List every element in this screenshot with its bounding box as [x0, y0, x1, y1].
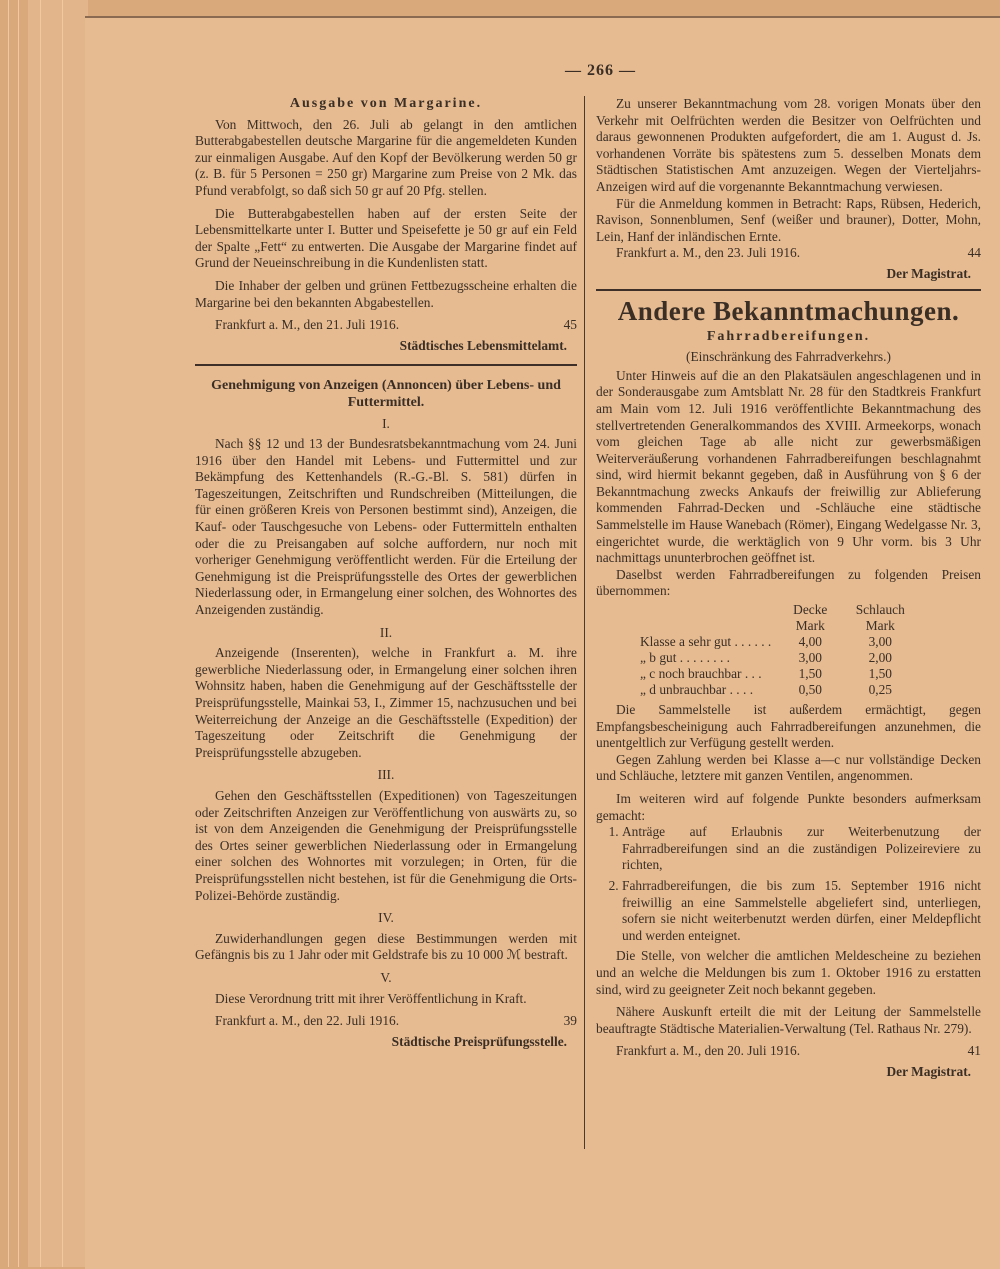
date: Frankfurt a. M., den 20. Juli 1916. — [616, 1043, 801, 1059]
notice-number: 41 — [967, 1043, 981, 1059]
class-label: „ d unbrauchbar . . . . — [640, 682, 754, 698]
paragraph: Zu unserer Bekanntmachung vom 28. vorigen Monats über den Verkehr mit Oelfrüchten werden die Besitzer von Oelfrüchten und daraus gewonnenen Produkten aufgefordert, die am 1. August d. Js. vorhandenen Vorräte bis spätestens zum 5. desselben Monats dem Städtischen Statistischen Amt anzuzeigen. Wegen der Vierteljahrs-Anzeigen wird auf die vorgenannte Bekanntmachung verwiesen. — [596, 96, 981, 194]
column-header: Schlauch Mark — [855, 602, 905, 634]
date: Frankfurt a. M., den 22. Juli 1916. — [215, 1013, 400, 1029]
column-divider — [584, 96, 585, 1149]
section-numeral: IV. — [378, 910, 394, 926]
divider — [195, 364, 577, 366]
paragraph: Gehen den Geschäftsstellen (Expeditionen) von Tageszeitungen oder Zeitschriften Anzeigen zur Veröffentlichung von auswärts zu, so ist von dem Anzeigenden die Genehmigung der Preisprüfungsstelle des Ortes seiner gewerblichen Niederlassung oder in Ermangelung einer solchen des Wohnortes mit vorzulegen; in Orten, für die Preisprüfungsstellen nicht bestehen, ist für die Genehmigung die Orts-Polizei-Behörde zuständig. — [195, 787, 577, 903]
schlauch-price: 0,25 — [868, 682, 892, 698]
paragraph: Unter Hinweis auf die an den Plakatsäulen angeschlagenen und in der Sonderausgabe zum Amtsblatt Nr. 28 für den Stadtkreis Frankfurt am Main vom 12. Juli 1916 veröffentlichte Bekanntmachung des stellvertretenden Generalkommandos des XVIII. Armeekorps, wonach vom gleichen Tage ab alle nicht zur gewerbsmäßigen Weiterveräußerung vorhandenen Fahrradbereifungen beschlagnahmt sind, wird hiermit bekannt gegeben, daß in Ausführung von § 6 der Bekanntmachung zwecks Ankaufs der freiwillig zur Ablieferung kommenden Fahrrad-Decken und -Schläuche eine städtische Sammelstelle im Hause Wanebach (Römer), Eingang Wedelgasse Nr. 3, eingerichtet wurde, die werktäglich von 9 Uhr vorm. bis 3 Uhr nachmittags ununterbrochen geöffnet ist. — [596, 367, 981, 566]
column-header: Decke Mark — [793, 602, 828, 634]
list-item: 2. Fahrradbereifungen, die bis zum 15. September 1916 nicht freiwillig an eine Sammelstelle abgeliefert sind, unterliegen, sofern sie nicht weiterbenutzt werden dürfen, einer Meldepflicht und werden enteignet. — [622, 878, 981, 944]
decke-price: 3,00 — [798, 650, 822, 666]
page-edge — [62, 0, 63, 1267]
paragraph: Daselbst werden Fahrradbereifungen zu folgenden Preisen übernommen: — [596, 566, 981, 599]
schlauch-price: 1,50 — [868, 666, 892, 682]
list-item: 1. Anträge auf Erlaubnis zur Weiterbenutzung der Fahrradbereifungen sind an die zuständigen Polizeireviere zu richten, — [622, 824, 981, 874]
decke-price: 4,00 — [798, 634, 822, 650]
section-numeral: II. — [379, 624, 393, 640]
paragraph: Die Stelle, von welcher die amtlichen Meldescheine zu beziehen und an welche die Meldungen bis zum 1. Oktober 1916 zu erstatten sind, wird zu geeigneter Zeit noch bekannt gegeben. — [596, 948, 981, 997]
underlying-page-edge — [28, 0, 88, 1267]
signature: Der Magistrat. — [886, 265, 971, 281]
notice-subtitle: (Einschränkung des Fahrradverkehrs.) — [686, 349, 891, 365]
date: Frankfurt a. M., den 21. Juli 1916. — [215, 317, 400, 333]
notice-number: 39 — [563, 1013, 577, 1029]
class-label: Klasse a sehr gut . . . . . . — [640, 634, 772, 650]
dateline — [596, 245, 981, 262]
class-label: „ c noch brauchbar . . . — [640, 666, 762, 682]
table-header-row — [636, 602, 915, 634]
other-notices — [596, 295, 981, 1081]
schlauch-price: 2,00 — [868, 650, 892, 666]
advertisement-approval-notice — [195, 378, 577, 1050]
paragraph: Nach §§ 12 und 13 der Bundesratsbekanntmachung vom 24. Juni 1916 über den Handel mit Lebens- und Futtermittel und zur Bekämpfung des Kettenhandels (R.-G.-Bl. S. 581) dürfen in Tageszeitungen, Zeitschriften und Rundschreiben (Mitteilungen, die für einen größeren Kreis von Personen bestimmt sind), Anzeigen, die Kauf- oder Tauschgesuche von Lebens- oder Futtermitteln enthalten oder die zu Preisangaben auf solche auffordern, nur noch mit vorheriger Genehmigung veröffentlicht werden. Für die Erteilung der Genehmigung ist die Preisprüfungsstelle des Ortes der gewerblichen Niederlassung oder, in Ermangelung einer solchen, des Wohnortes des Anzeigenden zuständig. — [195, 436, 577, 618]
section-numeral: III. — [377, 767, 395, 783]
notice-number: 44 — [967, 245, 981, 261]
table-row — [636, 682, 915, 698]
class-label: „ b gut . . . . . . . . — [640, 650, 731, 666]
price-table — [636, 602, 915, 698]
paragraph: Anzeigende (Inserenten), welche in Frankfurt a. M. ihre gewerbliche Niederlassung oder, in Ermangelung einer solchen ihren Wohnsitz haben, haben die Genehmigung auf der Geschäftsstelle der Preisprüfungsstelle, Mainkai 53, I., Zimmer 15, nachzusuchen und bei Weiterreichung der Anzeige an die Geschäftsstelle (Expedition) der Tageszeitung oder Zeitschrift die Genehmigung der Preisprüfungsstelle abzugeben. — [195, 645, 577, 760]
schlauch-price: 3,00 — [868, 634, 892, 650]
divider — [596, 289, 981, 291]
section-numeral: I. — [382, 415, 390, 431]
page-number: — 266 — — [565, 62, 636, 79]
table-row — [636, 666, 915, 682]
paragraph: Nähere Auskunft erteilt die mit der Leitung der Sammelstelle beauftragte Städtische Materialien-Verwaltung (Tel. Rathaus Nr. 279). — [596, 1004, 981, 1036]
left-column — [195, 96, 577, 1056]
paragraph: Zuwiderhandlungen gegen diese Bestimmungen werden mit Gefängnis bis zu 1 Jahr oder mit Geldstrafe bis zu 10 000 ℳ bestraft. — [195, 930, 577, 963]
signature: Städtische Preisprüfungsstelle. — [391, 1033, 567, 1049]
paragraph: Für die Anmeldung kommen in Betracht: Raps, Rübsen, Hederich, Ravison, Sonnenblumen, Senf (weißer und brauner), Dotter, Mohn, Lein, Hanf der inländischen Ernte. — [596, 195, 981, 244]
dateline — [195, 317, 577, 334]
section-numeral: V. — [380, 969, 392, 985]
paragraph: Im weiteren wird auf folgende Punkte besonders aufmerksam gemacht: — [596, 791, 981, 823]
dateline — [195, 1013, 577, 1030]
right-column — [596, 96, 981, 1087]
page-edge — [8, 0, 9, 1267]
date: Frankfurt a. M., den 23. Juli 1916. — [616, 245, 801, 261]
points-list — [596, 824, 981, 944]
paragraph: Die Butterabgabestellen haben auf der ersten Seite der Lebensmittelkarte unter I. Butter und Speisefette je 50 gr auf ein Feld der Spalte „Fett“ zu entwerten. Die Ausgabe der Margarine findet auf Grund der Neueinschreibung in die Kundenlisten statt. — [195, 205, 577, 271]
margarine-notice — [195, 96, 577, 354]
notice-title: Fahrradbereifungen. — [706, 328, 871, 344]
signature: Städtisches Lebensmittelamt. — [399, 337, 567, 353]
oilseed-notice — [596, 96, 981, 283]
page-edge — [18, 0, 19, 1267]
signature: Der Magistrat. — [886, 1063, 971, 1079]
paragraph: Gegen Zahlung werden bei Klasse a—c nur vollständige Decken und Schläuche, letztere mit ganzen Ventilen, angenommen. — [596, 751, 981, 784]
notice-number: 45 — [563, 317, 577, 333]
table-row — [636, 650, 915, 666]
notice-title: Genehmigung von Anzeigen (Annoncen) über Lebens- und Futtermittel. — [211, 378, 561, 410]
paragraph: Die Inhaber der gelben und grünen Fettbezugsscheine erhalten die Margarine bei den bekannten Abgabestellen. — [195, 277, 577, 310]
section-heading: Andere Bekanntmachungen. — [617, 295, 960, 326]
paragraph: Diese Verordnung tritt mit ihrer Veröffentlichung in Kraft. — [215, 990, 527, 1006]
dateline — [596, 1043, 981, 1060]
decke-price: 0,50 — [798, 682, 822, 698]
page-edge — [40, 0, 41, 1267]
decke-price: 1,50 — [798, 666, 822, 682]
paragraph: Von Mittwoch, den 26. Juli ab gelangt in den amtlichen Butterabgabestellen deutsche Margarine für die angemeldeten Kunden zur einmaligen Ausgabe. Auf den Kopf der Bevölkerung werden 50 gr (z. B. für 5 Personen = 250 gr) Margarine zum Preise von 2 Mk. das Pfund verabfolgt, so daß sich 50 gr auf 20 Pfg. stellen. — [195, 116, 577, 198]
notice-title: Ausgabe von Margarine. — [289, 96, 483, 111]
table-row — [636, 634, 915, 650]
paragraph: Die Sammelstelle ist außerdem ermächtigt, gegen Empfangsbescheinigung auch Fahrradbereifungen anzunehmen, die unentgeltlich zur Verfügung gestellt werden. — [596, 702, 981, 751]
